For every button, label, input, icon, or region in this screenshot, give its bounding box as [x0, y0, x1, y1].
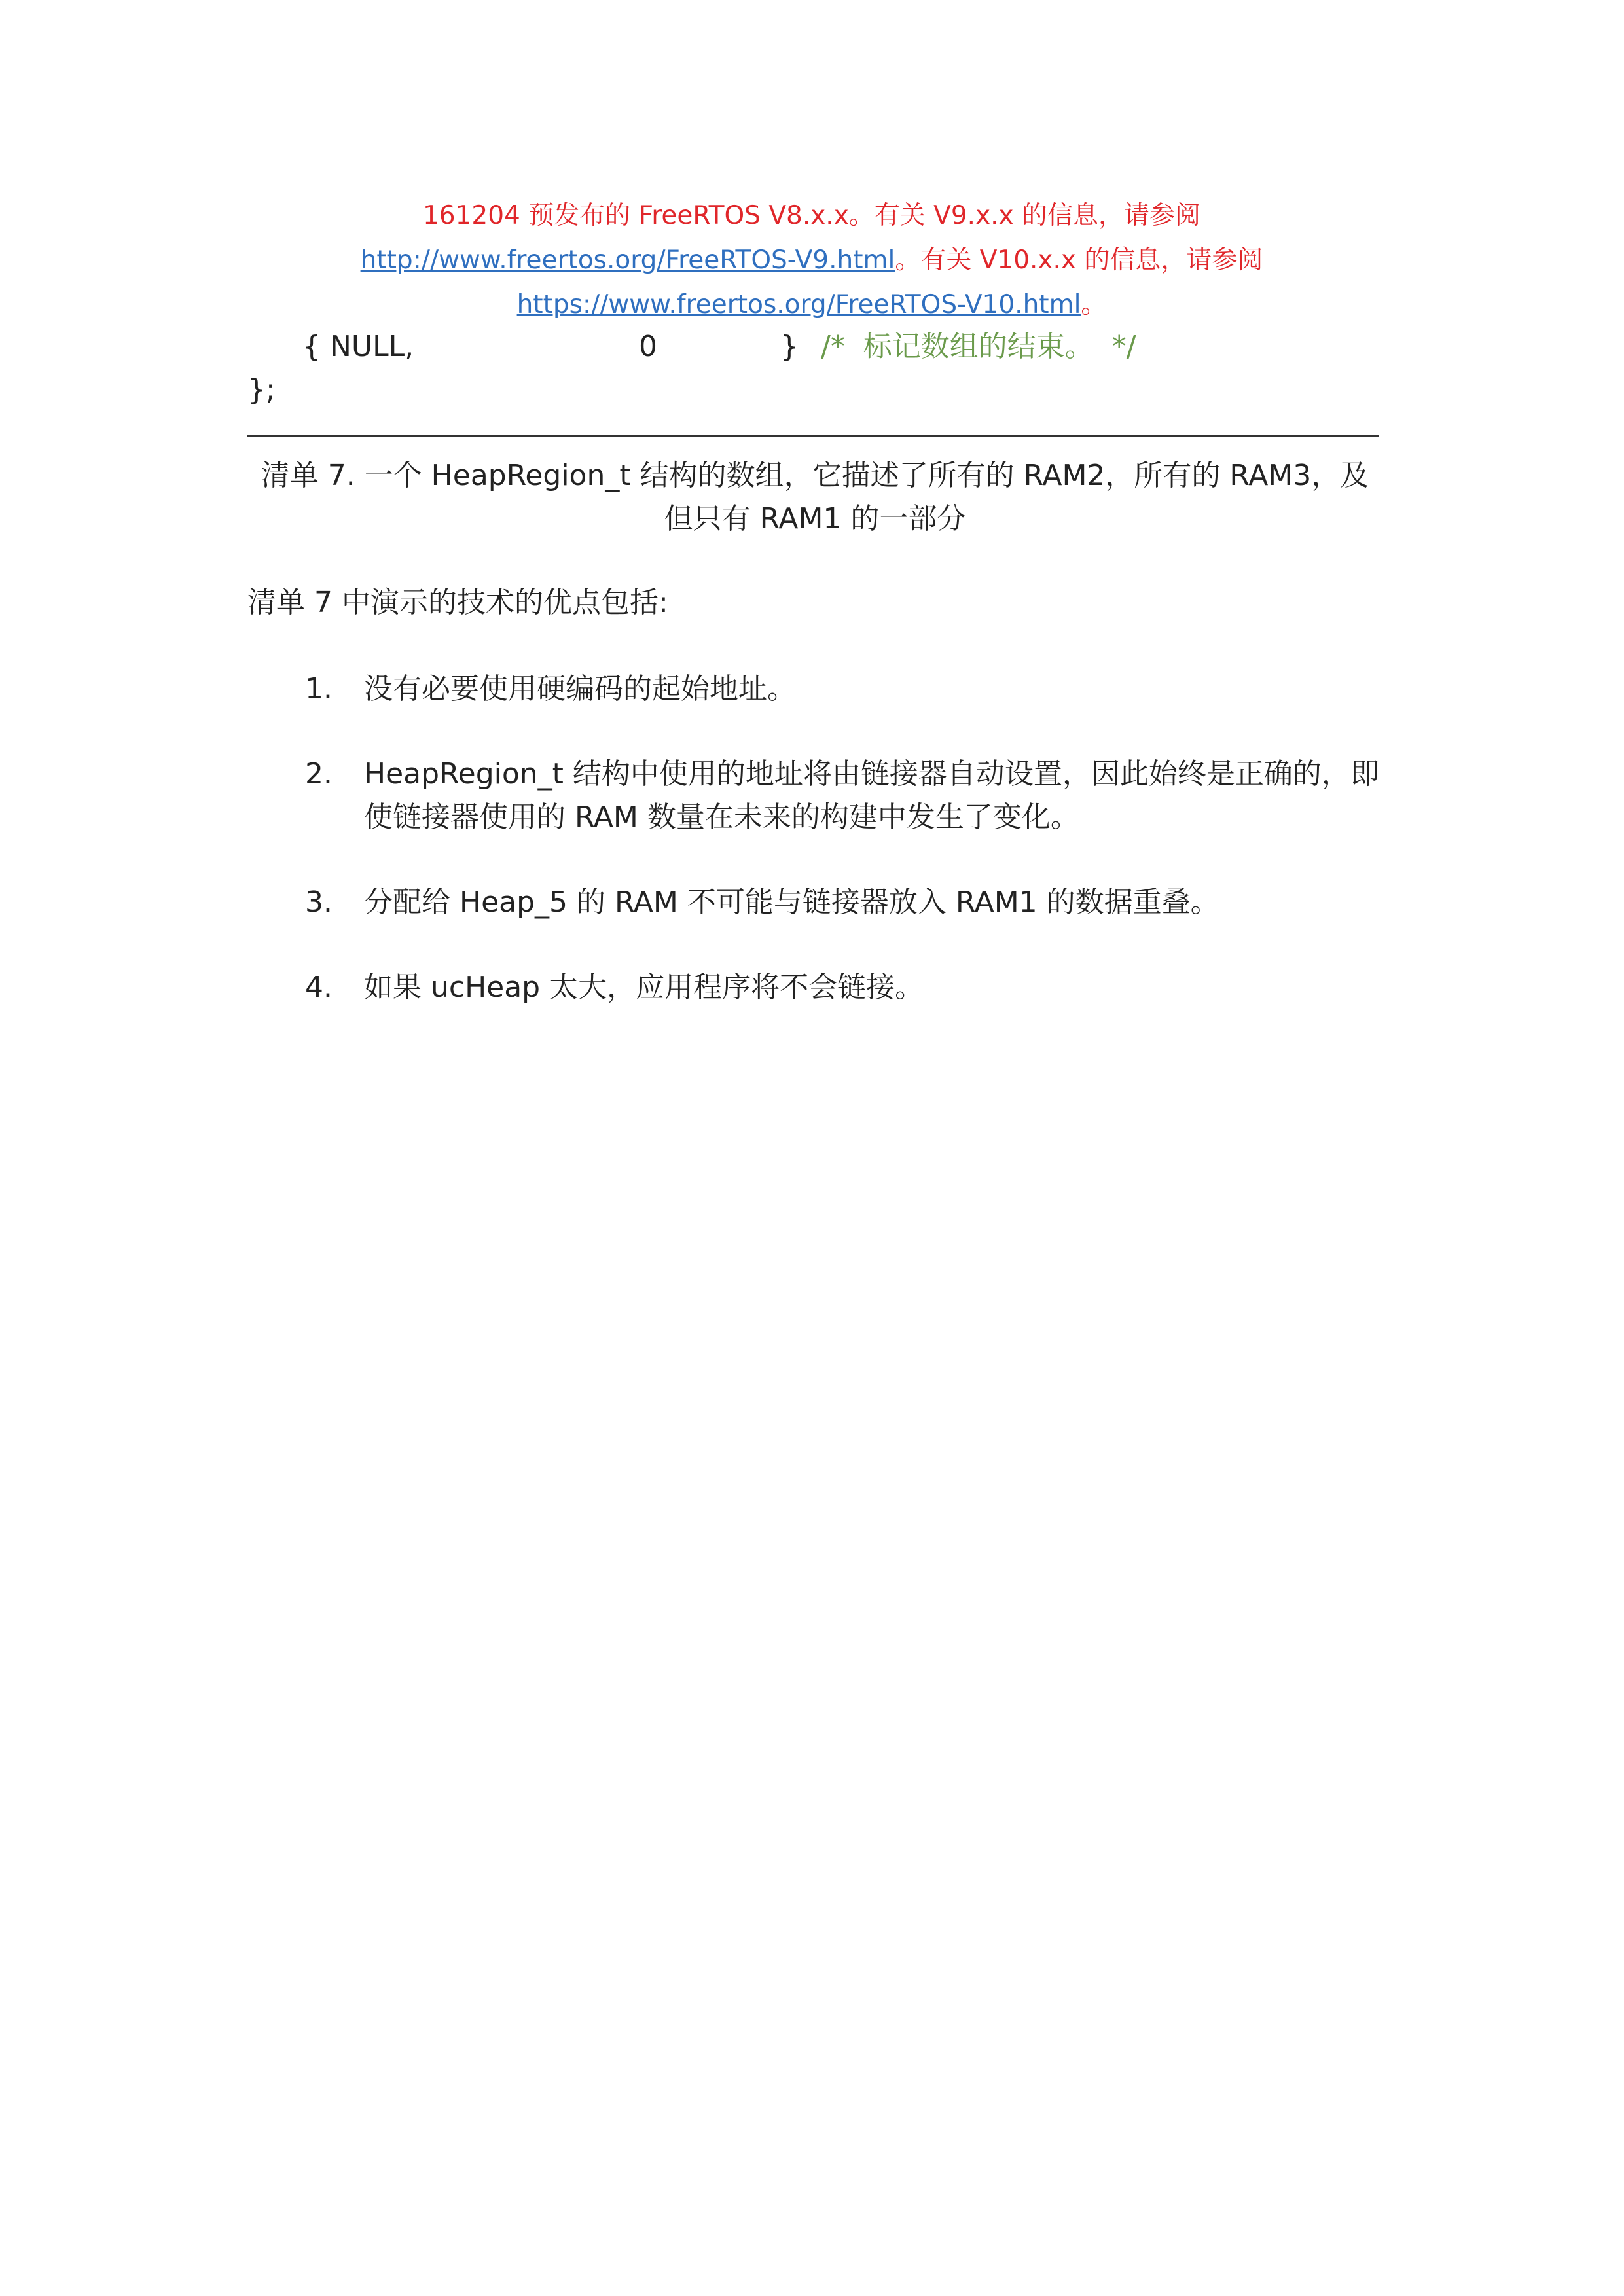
- list-text: HeapRegion_t 结构中使用的地址将由链接器自动设置，因此始终是正确的，即使链接器使用的 RAM 数量在未来的构建中发生了变化。: [364, 757, 1379, 834]
- list-item: [305, 668, 1392, 711]
- list-item: [305, 881, 1392, 924]
- list-item: [305, 966, 1392, 1009]
- code-comment: /* 标记数组的结束。 */: [821, 330, 1136, 363]
- list-number: 1.: [305, 672, 333, 706]
- version-note-middle: 。有关 V10.x.x 的信息，请参阅: [895, 245, 1263, 275]
- code-entry-close: }: [780, 330, 799, 363]
- list-number: 4.: [305, 971, 333, 1004]
- intro-text: 清单 7 中演示的技术的优点包括:: [247, 586, 668, 619]
- list-number: 2.: [305, 757, 333, 791]
- code-array-end: };: [247, 373, 276, 406]
- list-item: [305, 753, 1392, 839]
- freertos-v9-link[interactable]: http://www.freertos.org/FreeRTOS-V9.html: [360, 245, 895, 275]
- list-text: 没有必要使用硬编码的起始地址。: [364, 672, 796, 706]
- code-entry-open: { NULL,: [302, 330, 414, 363]
- version-note: [236, 194, 1388, 327]
- list-text: 分配给 Heap_5 的 RAM 不可能与链接器放入 RAM1 的数据重叠。: [364, 886, 1219, 919]
- version-note-prefix: 161204 预发布的 FreeRTOS V8.x.x。有关 V9.x.x 的信息，请参阅: [422, 201, 1201, 230]
- listing-caption: 清单 7. 一个 HeapRegion_t 结构的数组，它描述了所有的 RAM2，所有的 RAM3，及但只有 RAM1 的一部分: [261, 459, 1369, 535]
- listing-divider: [247, 435, 1379, 437]
- list-number: 3.: [305, 886, 333, 919]
- freertos-v10-link[interactable]: https://www.freertos.org/FreeRTOS-V10.html: [516, 290, 1081, 319]
- list-text: 如果 ucHeap 太大，应用程序将不会链接。: [364, 971, 924, 1004]
- code-entry-size: 0: [639, 330, 657, 363]
- version-note-suffix: 。: [1081, 290, 1107, 319]
